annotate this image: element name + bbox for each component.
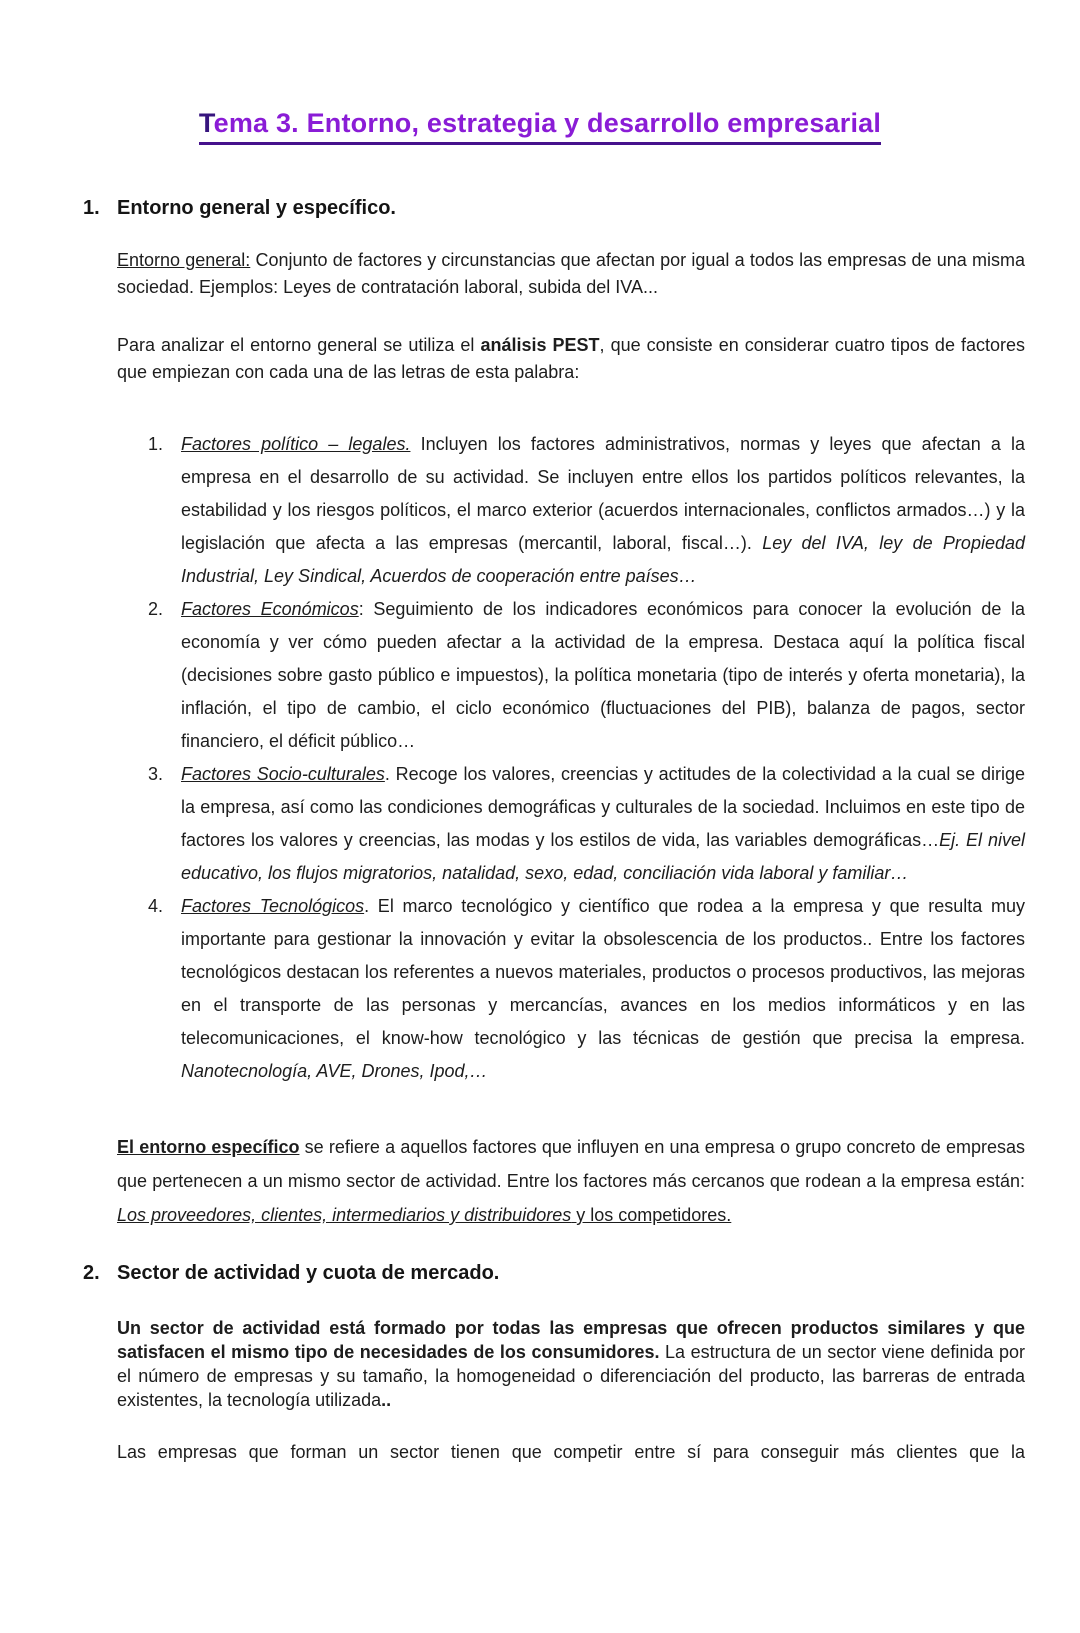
factor-body: [181, 593, 1025, 758]
factor-number: 4.: [148, 896, 164, 917]
factor-item-tecnologicos: [148, 890, 1025, 1088]
factor-number: 1.: [148, 434, 164, 455]
section-1-title: Entorno general y específico.: [117, 197, 396, 220]
factor-body: [181, 890, 1025, 1088]
entorno-especifico-text: se refiere a aquellos factores que influyen en una empresa o grupo concreto de empresas que pertenecen a un mismo sector de actividad. Entre los factores más cercanos que rodean a la empresa están:: [117, 1137, 1025, 1192]
factor-item-socio-culturales: [148, 758, 1025, 890]
factor-body: [181, 428, 1025, 593]
factor-term: Factores Socio-culturales: [181, 764, 385, 785]
section-2-heading: [83, 1260, 1025, 1286]
document-page: [0, 108, 1080, 1633]
paragraph-entorno-general: [117, 247, 1025, 301]
entorno-especifico-competidores: y los competidores.: [571, 1205, 732, 1226]
factor-example: Nanotecnología, AVE, Drones, Ipod,…: [181, 1061, 488, 1082]
factor-number: 3.: [148, 764, 164, 785]
section-2-title: Sector de actividad y cuota de mercado.: [117, 1262, 500, 1285]
sector-definition-bold-tail: ..: [381, 1390, 392, 1411]
entorno-general-term: Entorno general:: [117, 250, 251, 271]
paragraph-competencia: Las empresas que forman un sector tienen que competir entre sí para conseguir más clientes que la: [117, 1442, 1025, 1463]
factor-example: Ej. El nivel educativo, los flujos migratorios, natalidad, sexo, edad, conciliación vida laboral y familiar…: [181, 830, 1025, 884]
document-body: [0, 195, 1080, 1464]
factor-example: Ley del IVA, ley de Propiedad Industrial, Ley Sindical, Acuerdos de cooperación entre países…: [181, 533, 1025, 587]
pest-term: análisis PEST: [480, 335, 600, 356]
sector-definition-text: La estructura de un sector viene definida por el número de empresas y su tamaño, la homogeneidad o diferenciación del producto, las barreras de entrada existentes, la tecnología utilizada: [117, 1342, 1025, 1411]
factor-term: Factores Tecnológicos: [181, 896, 365, 917]
factor-description: : Seguimiento de los indicadores económicos para conocer la evolución de la economía y ver cómo pueden afectar a la actividad de la empresa. Destaca aquí la política fiscal (decisiones sobre gasto público e impuestos), la política monetaria (tipo de interés y oferta monetaria), la inflación, el tipo de cambio, el ciclo económico (fluctuaciones del PIB), balanza de pagos, sector financiero, el déficit público…: [181, 599, 1025, 752]
paragraph-analisis-pest: [117, 332, 1025, 386]
page-title: [199, 108, 881, 145]
factor-number: 2.: [148, 599, 164, 620]
pest-text-after: , que consiste en considerar cuatro tipos de factores que empiezan con cada una de las letras de esta palabra:: [117, 335, 1026, 383]
section-1-heading: [83, 195, 1025, 221]
sector-definition-bold: Un sector de actividad está formado por todas las empresas que ofrecen productos similares y que satisfacen el mismo tipo de necesidades de los consumidores.: [117, 1318, 1025, 1363]
factor-item-economicos: [148, 593, 1025, 758]
paragraph-sector-actividad: [117, 1316, 1025, 1412]
entorno-especifico-term: El entorno específico: [117, 1137, 300, 1158]
pest-factor-list: [117, 428, 1025, 1088]
factor-description: Incluyen los factores administrativos, normas y leyes que afectan a la empresa en el desarrollo de su actividad. Se incluyen entre ellos los partidos políticos relevantes, la estabilidad y los riesgos políticos, el marco exterior (acuerdos internacionales, conflictos armados…) y la legislación que afecta a las empresas (mercantil, laboral, fiscal…).: [181, 434, 1025, 554]
title-row: [0, 108, 1080, 145]
title-first-letter: T: [198, 108, 214, 138]
pest-text-before: Para analizar el entorno general se utiliza el: [117, 335, 481, 356]
factor-term: Factores Económicos: [181, 599, 359, 620]
section-1-number: 1.: [83, 197, 100, 220]
title-text: ema 3. Entorno, estrategia y desarrollo empresarial: [213, 108, 882, 138]
factor-body: [181, 758, 1025, 890]
entorno-especifico-agentes: Los proveedores, clientes, intermediarios y distribuidores: [117, 1205, 572, 1226]
factor-description: . El marco tecnológico y científico que rodea a la empresa y que resulta muy importante para gestionar la innovación y evitar la obsolescencia de los productos.. Entre los factores tecnológicos destacan los referentes a nuevos materiales, productos o procesos productivos, las mejoras en el transporte de las personas y mercancías, avances en los medios informáticos y en las telecomunicaciones, el know-how tecnológico y las técnicas de gestión que precisa la empresa.: [181, 896, 1026, 1049]
factor-term: Factores político – legales.: [181, 434, 411, 455]
factor-description: . Recoge los valores, creencias y actitudes de la colectividad a la cual se dirige la empresa, así como las condiciones demográficas y culturales de la sociedad. Incluimos en este tipo de factores los valores y creencias, las modas y los estilos de vida, las variables demográficas…: [181, 764, 1025, 851]
paragraph-entorno-especifico: [117, 1130, 1025, 1232]
entorno-general-text: Conjunto de factores y circunstancias que afectan por igual a todos las empresas de una misma sociedad. Ejemplos: Leyes de contratación laboral, subida del IVA...: [117, 250, 1025, 298]
section-2-number: 2.: [83, 1262, 100, 1285]
factor-item-politico-legales: [148, 428, 1025, 593]
